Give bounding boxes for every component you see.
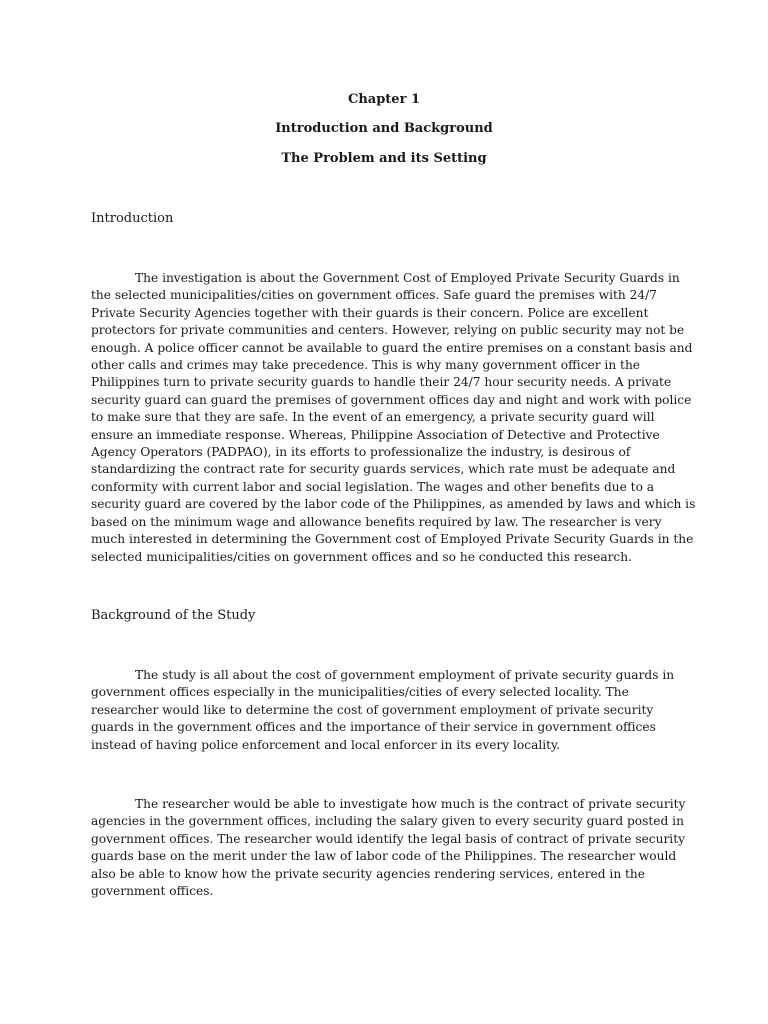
paragraph-line: standardizing the contract rate for security guards services, which rate must be adequate and xyxy=(91,462,676,477)
paragraph-line: agencies in the government offices, including the salary given to every security guard posted in xyxy=(91,814,684,829)
paragraph-line: Philippines turn to private security guards to handle their 24/7 hour security needs. A private xyxy=(91,375,672,390)
section-heading-introduction: Introduction xyxy=(91,211,174,226)
paragraph-line: conformity with current labor and social legislation. The wages and other benefits due to a xyxy=(91,479,655,494)
paragraph-line: to make sure that they are safe. In the event of an emergency, a private security guard will xyxy=(91,410,655,425)
paragraph-line: the selected municipalities/cities on government offices. Safe guard the premises with 24/7 xyxy=(91,288,657,303)
chapter-heading: Chapter 1 xyxy=(347,92,420,107)
paragraph-line: security guard are covered by the labor code of the Philippines, as amended by laws and which is xyxy=(91,497,696,512)
paragraph-line: The study is all about the cost of government employment of private security guards in xyxy=(135,668,675,682)
paragraph-line: Private Security Agencies together with their guards is their concern. Police are excellent xyxy=(91,305,649,320)
paragraph-line: enough. A police officer cannot be available to guard the entire premises on a constant basis and xyxy=(91,340,693,355)
paragraph-line: selected municipalities/cities on government offices and so he conducted this research. xyxy=(91,549,632,564)
paragraph-line: other calls and crimes may take precedence. This is why many government officer in the xyxy=(91,358,641,373)
section-heading-background: Background of the Study xyxy=(91,608,256,623)
paragraph-line: protectors for private communities and centers. However, relying on public security may not be xyxy=(91,323,685,338)
paragraph-line: instead of having police enforcement and local enforcer in its every locality. xyxy=(91,737,561,752)
paragraph-line: ensure an immediate response. Whereas, Philippine Association of Detective and Protective xyxy=(91,427,660,442)
paragraph-line: also be able to know how the private security agencies rendering services, entered in the xyxy=(91,866,645,881)
paragraph-line: government offices. The researcher would identify the legal basis of contract of private security xyxy=(91,831,685,846)
paragraph-line: The researcher would be able to investigate how much is the contract of private security xyxy=(135,797,686,811)
paragraph-line: much interested in determining the Government cost of Employed Private Security Guards in the xyxy=(91,532,694,547)
paragraph-introduction xyxy=(91,270,696,566)
paragraph-background-1 xyxy=(91,667,683,754)
paragraph-line: guards in the government offices and the importance of their service in government offices xyxy=(91,720,656,735)
paragraph-line: government offices. xyxy=(91,884,214,899)
paragraph-background-2 xyxy=(91,796,686,900)
paragraph-line: researcher would like to determine the cost of government employment of private security xyxy=(91,702,654,717)
paragraph-line: based on the minimum wage and allowance benefits required by law. The researcher is very xyxy=(91,514,662,529)
paragraph-line: government offices especially in the municipalities/cities of every selected locality. The xyxy=(91,685,629,700)
paragraph-line: guards base on the merit under the law of labor code of the Philippines. The researcher would xyxy=(91,849,677,864)
paragraph-line: The investigation is about the Government Cost of Employed Private Security Guards in xyxy=(135,271,680,285)
paragraph-line: security guard can guard the premises of government offices day and night and work with police xyxy=(91,392,692,407)
chapter-subtitle: The Problem and its Setting xyxy=(281,151,487,166)
paragraph-line: Agency Operators (PADPAO), in its efforts to professionalize the industry, is desirous of xyxy=(91,445,631,460)
chapter-title: Introduction and Background xyxy=(275,121,493,136)
